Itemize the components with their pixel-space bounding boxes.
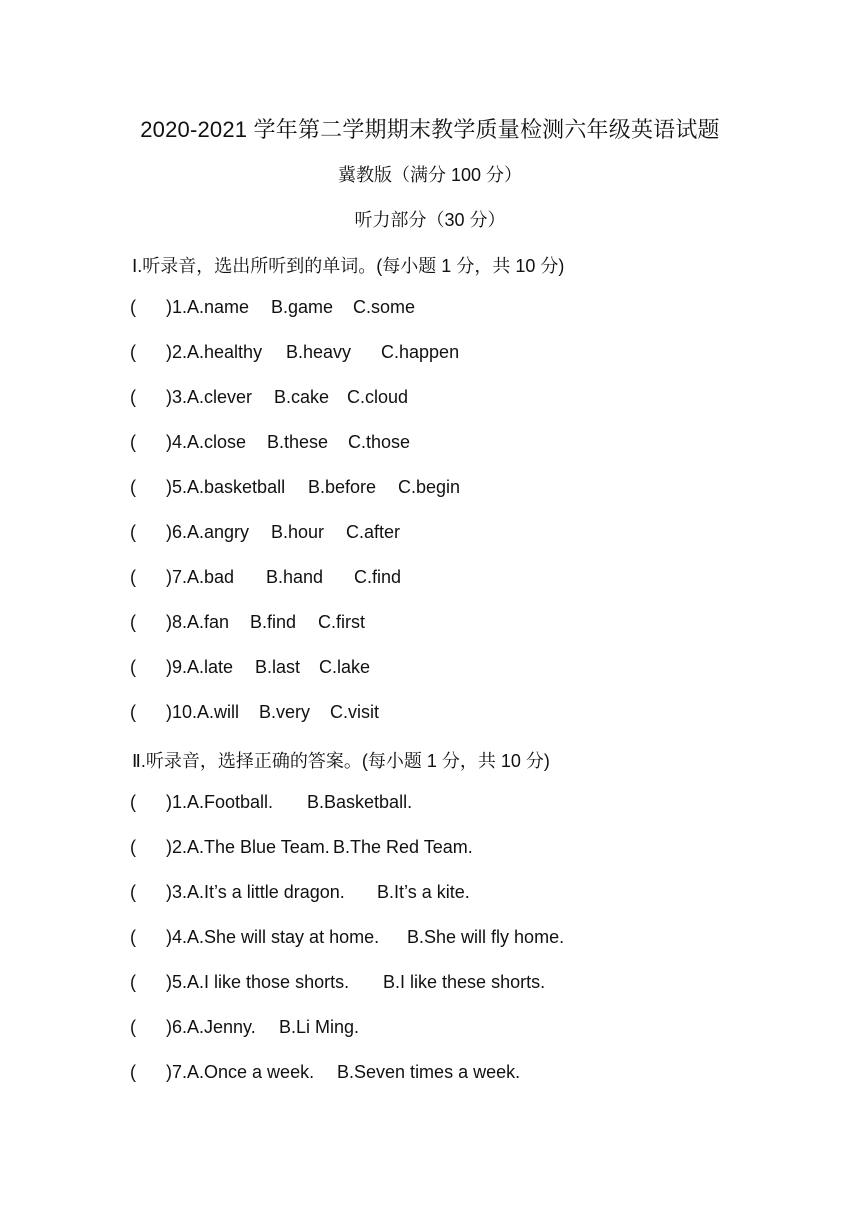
answer-paren-close: ) (166, 927, 172, 947)
option-c: C.after (346, 522, 401, 542)
option-a: A.She will stay at home. (187, 927, 380, 947)
section2-heading: Ⅱ.听录音，选择正确的答案。(每小题 1 分，共 10 分) (132, 751, 550, 771)
option-a: A.Jenny. (187, 1017, 256, 1037)
answer-paren-open: ( (130, 882, 136, 902)
option-a: A.bad (187, 567, 235, 587)
question-text (172, 970, 545, 994)
question-text (172, 430, 410, 454)
question-number: 6. (172, 1017, 188, 1037)
question-text (172, 295, 415, 319)
option-a: A.angry (187, 522, 250, 542)
option-c: C.some (353, 297, 416, 317)
answer-paren-open: ( (130, 837, 136, 857)
answer-paren-open: ( (130, 342, 136, 362)
option-a: A.Once a week. (187, 1062, 315, 1082)
option-b: B.The Red Team. (333, 837, 473, 857)
question-text (172, 565, 401, 589)
answer-paren-close: ) (166, 477, 172, 497)
question-text (172, 385, 408, 409)
listening-part-subtitle: 听力部分（30 分） (354, 210, 506, 230)
answer-paren-close: ) (166, 612, 172, 632)
answer-paren-close: ) (166, 522, 172, 542)
option-b: B.I like these shorts. (383, 972, 546, 992)
answer-paren-open: ( (130, 477, 136, 497)
option-b: B.last (255, 657, 301, 677)
option-c: C.happen (381, 342, 460, 362)
question-text (172, 700, 379, 724)
option-c: C.visit (330, 702, 380, 722)
question-number: 4. (172, 927, 188, 947)
answer-paren-open: ( (130, 972, 136, 992)
question-number: 3. (172, 882, 188, 902)
answer-paren-close: ) (166, 297, 172, 317)
option-b: B.heavy (286, 342, 352, 362)
option-b: B.game (271, 297, 334, 317)
option-b: B.It’s a kite. (377, 882, 470, 902)
option-a: A.name (187, 297, 250, 317)
answer-paren-close: ) (166, 1062, 172, 1082)
option-a: A.healthy (187, 342, 263, 362)
answer-paren-close: ) (166, 792, 172, 812)
question-number: 5. (172, 477, 188, 497)
page-title: 2020-2021 学年第二学期期末教学质量检测六年级英语试题 (140, 117, 720, 142)
question-number: 7. (172, 1062, 188, 1082)
answer-paren-close: ) (166, 1017, 172, 1037)
answer-paren-close: ) (166, 972, 172, 992)
option-a: A.fan (187, 612, 230, 632)
section1-heading: Ⅰ.听录音，选出所听到的单词。(每小题 1 分，共 10 分) (132, 256, 565, 276)
question-text (172, 475, 460, 499)
question-text (172, 520, 400, 544)
edition-subtitle: 冀教版（满分 100 分） (337, 165, 523, 185)
option-a: A.late (187, 657, 234, 677)
answer-paren-open: ( (130, 522, 136, 542)
option-a: A.will (197, 702, 240, 722)
option-a: A.basketball (187, 477, 286, 497)
answer-paren-close: ) (166, 387, 172, 407)
answer-paren-open: ( (130, 612, 136, 632)
answer-paren-open: ( (130, 702, 136, 722)
option-b: B.before (308, 477, 377, 497)
option-b: B.hand (266, 567, 324, 587)
option-b: B.find (250, 612, 297, 632)
question-number: 8. (172, 612, 188, 632)
option-c: C.begin (398, 477, 461, 497)
answer-paren-open: ( (130, 432, 136, 452)
question-number: 2. (172, 837, 188, 857)
option-c: C.first (318, 612, 366, 632)
answer-paren-open: ( (130, 657, 136, 677)
answer-paren-open: ( (130, 792, 136, 812)
question-number: 7. (172, 567, 188, 587)
answer-paren-close: ) (166, 837, 172, 857)
answer-paren-open: ( (130, 1017, 136, 1037)
answer-paren-close: ) (166, 702, 172, 722)
option-a: A.I like those shorts. (187, 972, 350, 992)
option-a: A.The Blue Team. (187, 837, 330, 857)
question-number: 3. (172, 387, 188, 407)
option-b: B.She will fly home. (407, 927, 565, 947)
option-b: B.Basketball. (307, 792, 413, 812)
question-text (172, 925, 564, 949)
option-a: A.It’s a little dragon. (187, 882, 345, 902)
option-a: A.clever (187, 387, 253, 407)
option-b: B.hour (271, 522, 325, 542)
option-b: B.cake (274, 387, 330, 407)
question-number: 1. (172, 297, 188, 317)
answer-paren-open: ( (130, 567, 136, 587)
question-number: 6. (172, 522, 188, 542)
question-number: 2. (172, 342, 188, 362)
question-text (172, 1060, 520, 1084)
option-b: B.very (259, 702, 311, 722)
question-text (172, 790, 412, 814)
answer-paren-open: ( (130, 297, 136, 317)
question-text (172, 1015, 359, 1039)
answer-paren-close: ) (166, 342, 172, 362)
question-number: 1. (172, 792, 188, 812)
question-text (172, 835, 473, 859)
answer-paren-open: ( (130, 927, 136, 947)
answer-paren-open: ( (130, 387, 136, 407)
option-a: A.close (187, 432, 247, 452)
question-number: 10. (172, 702, 198, 722)
question-text (172, 340, 459, 364)
option-c: C.find (354, 567, 402, 587)
option-c: C.lake (319, 657, 371, 677)
question-text (172, 655, 370, 679)
option-c: C.cloud (347, 387, 409, 407)
question-text (172, 880, 470, 904)
question-number: 4. (172, 432, 188, 452)
option-b: B.these (267, 432, 329, 452)
answer-paren-close: ) (166, 657, 172, 677)
question-number: 5. (172, 972, 188, 992)
option-c: C.those (348, 432, 411, 452)
question-number: 9. (172, 657, 188, 677)
answer-paren-close: ) (166, 567, 172, 587)
option-b: B.Seven times a week. (337, 1062, 521, 1082)
answer-paren-close: ) (166, 432, 172, 452)
question-text (172, 610, 365, 634)
option-b: B.Li Ming. (279, 1017, 360, 1037)
option-a: A.Football. (187, 792, 274, 812)
answer-paren-open: ( (130, 1062, 136, 1082)
answer-paren-close: ) (166, 882, 172, 902)
